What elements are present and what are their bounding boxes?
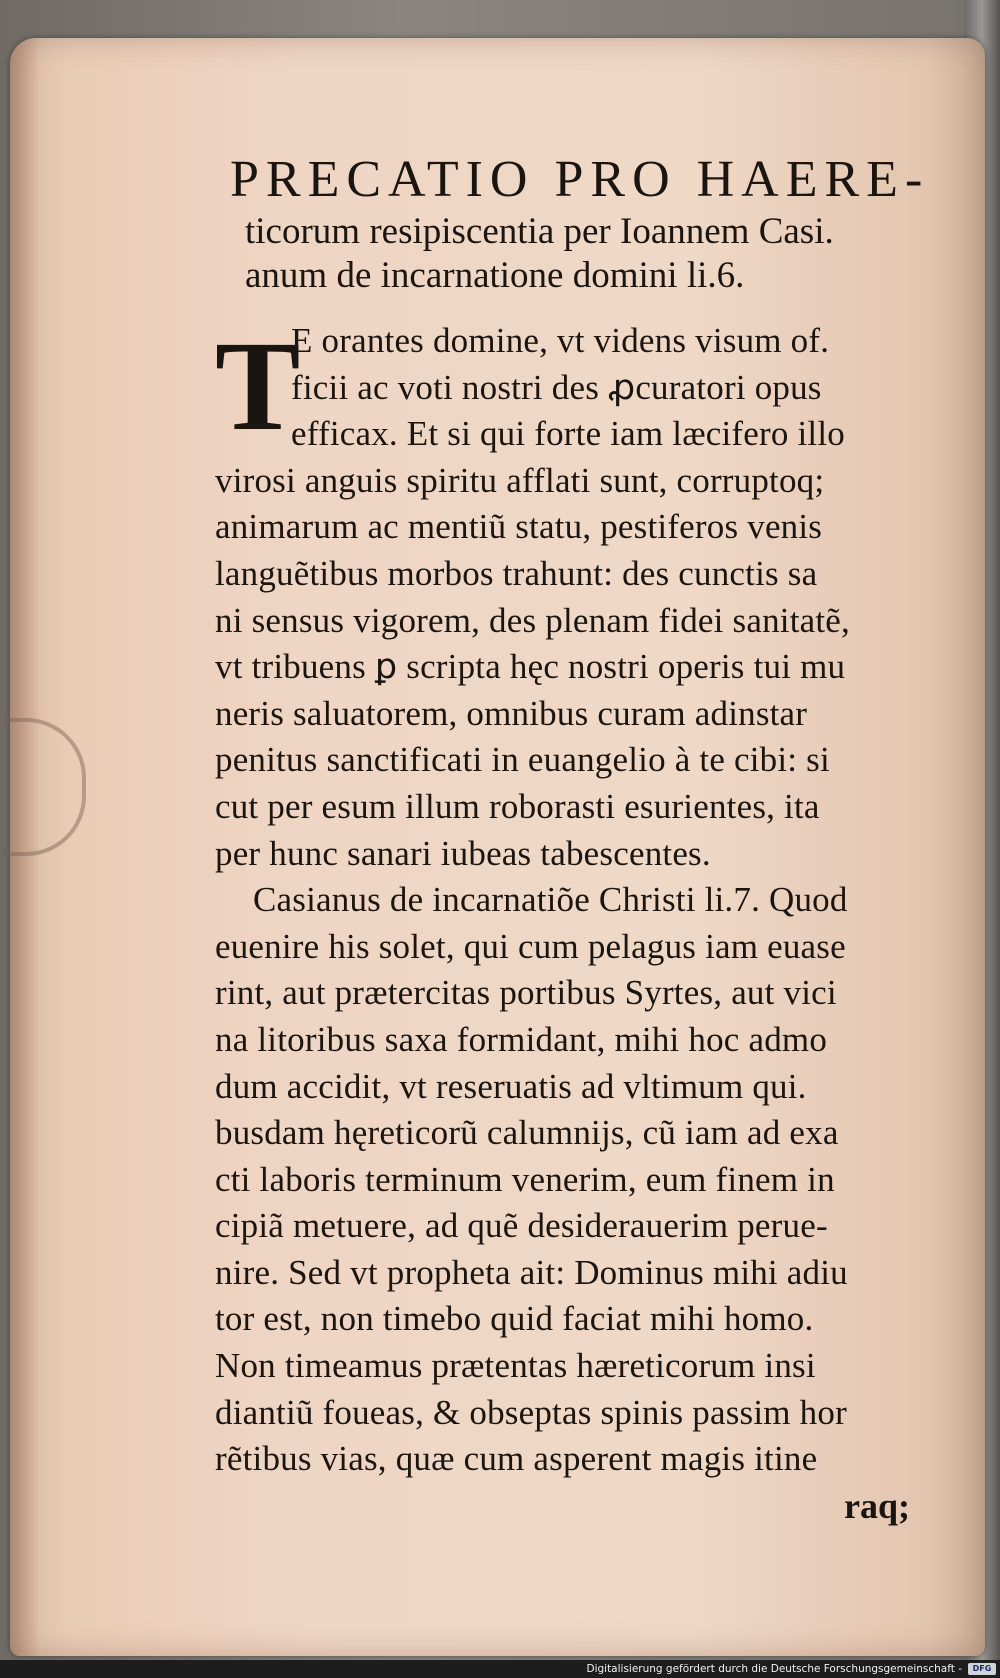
text-line: ni sensus vigorem, des plenam fidei sanitatẽ, [215, 600, 850, 640]
prayer-subheading-line-2: anum de incarnatione domini li.6. [245, 255, 745, 296]
digitization-credit-bar [0, 1660, 1000, 1678]
digitization-credit-text: Digitalisierung gefördert durch die Deutsche Forschungsgemeinschaft - [586, 1663, 962, 1675]
text-line: busdam hęreticorũ calumnijs, cũ iam ad exa [215, 1113, 839, 1153]
text-line: rint, aut prætercitas portibus Syrtes, aut vici [215, 973, 837, 1013]
text-line: vt tribuens ꝑ scripta hęc nostri operis tui mu [215, 647, 846, 687]
prayer-subheading-line-1: ticorum resipiscentia per Ioannem Casi. [245, 211, 834, 252]
book-page [10, 38, 985, 1656]
text-line: Non timeamus prætentas hæreticorum insi [215, 1346, 816, 1386]
text-line: rẽtibus vias, quæ cum asperent magis itine [215, 1439, 818, 1479]
text-line: neris saluatorem, omnibus curam adinstar [215, 693, 808, 733]
text-line: E orantes domine, vt videns visum of. [291, 321, 830, 360]
body-text [215, 315, 935, 1529]
drop-cap-initial: T [215, 315, 301, 457]
text-line: Casianus de incarnatiõe Christi li.7. Quod [253, 880, 848, 920]
text-line: cti laboris terminum venerim, eum finem in [215, 1159, 835, 1199]
text-line: na litoribus saxa formidant, mihi hoc admo [215, 1019, 828, 1059]
text-line: cipiã metuere, ad quẽ desiderauerim perue- [215, 1206, 828, 1246]
text-line: animarum ac mentiũ statu, pestiferos venis [215, 507, 823, 547]
text-line: virosi anguis spiritu afflati sunt, corruptoq; [215, 460, 825, 500]
text-line: ficii ac voti nostri des ꝓcuratori opus [291, 367, 822, 407]
clasp-mark [2, 718, 86, 856]
text-line: diantiũ foueas, & obseptas spinis passim hor [215, 1392, 847, 1432]
catchword: raq; [844, 1485, 910, 1526]
text-line: nire. Sed vt propheta ait: Dominus mihi adiu [215, 1252, 848, 1292]
prayer-heading: PRECATIO PRO HAERE- [230, 151, 930, 208]
text-line: efficax. Et si qui forte iam læcifero illo [291, 414, 845, 454]
dfg-logo-icon: DFG [968, 1663, 996, 1675]
text-line: dum accidit, vt reseruatis ad vltimum qui. [215, 1066, 807, 1106]
text-line: cut per esum illum roborasti esurientes, ita [215, 786, 820, 826]
text-line: tor est, non timebo quid faciat mihi homo. [215, 1299, 814, 1339]
text-line: languẽtibus morbos trahunt: des cunctis sa [215, 553, 818, 593]
text-line: penitus sanctificati in euangelio à te cibi: si [215, 740, 830, 780]
text-line: per hunc sanari iubeas tabescentes. [215, 833, 711, 873]
text-line: euenire his solet, qui cum pelagus iam euase [215, 926, 846, 966]
page-text-block [215, 138, 935, 1529]
